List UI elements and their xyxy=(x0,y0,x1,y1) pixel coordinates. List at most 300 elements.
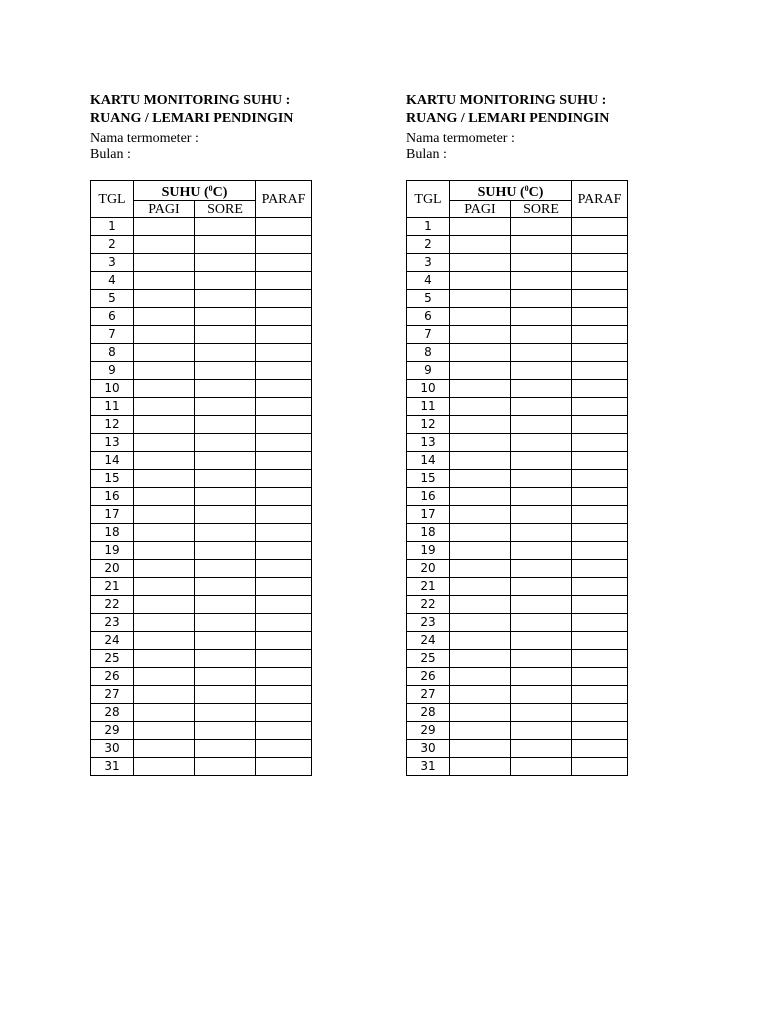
pagi-cell[interactable] xyxy=(134,326,195,344)
day-cell: 22 xyxy=(407,596,450,614)
sore-cell[interactable] xyxy=(195,434,256,452)
day-cell: 15 xyxy=(91,470,134,488)
monitoring-card-right xyxy=(406,92,634,776)
sore-cell[interactable] xyxy=(511,650,572,668)
paraf-cell[interactable] xyxy=(572,668,628,686)
table-row xyxy=(407,614,628,632)
sore-cell[interactable] xyxy=(511,614,572,632)
paraf-cell[interactable] xyxy=(256,434,312,452)
paraf-cell[interactable] xyxy=(256,362,312,380)
pagi-cell[interactable] xyxy=(134,398,195,416)
sore-cell[interactable] xyxy=(511,326,572,344)
sore-cell[interactable] xyxy=(195,578,256,596)
table-row xyxy=(407,452,628,470)
sore-cell[interactable] xyxy=(195,524,256,542)
header-sore: SORE xyxy=(511,201,572,218)
sore-cell[interactable] xyxy=(195,452,256,470)
table-row xyxy=(407,416,628,434)
day-cell: 8 xyxy=(407,344,450,362)
sore-cell[interactable] xyxy=(195,542,256,560)
pagi-cell[interactable] xyxy=(450,452,511,470)
sore-cell[interactable] xyxy=(511,686,572,704)
sore-cell[interactable] xyxy=(511,668,572,686)
table-row xyxy=(91,650,312,668)
pagi-cell[interactable] xyxy=(134,452,195,470)
pagi-cell[interactable] xyxy=(450,596,511,614)
pagi-cell[interactable] xyxy=(450,560,511,578)
sore-cell[interactable] xyxy=(511,722,572,740)
table-row xyxy=(407,218,628,236)
sore-cell[interactable] xyxy=(195,236,256,254)
day-cell: 2 xyxy=(407,236,450,254)
paraf-cell[interactable] xyxy=(572,290,628,308)
day-cell: 16 xyxy=(407,488,450,506)
header-suhu: SUHU ($^0$C) xyxy=(450,181,572,201)
day-cell: 14 xyxy=(91,452,134,470)
header-sore: SORE xyxy=(195,201,256,218)
table-row xyxy=(407,272,628,290)
day-cell: 8 xyxy=(91,344,134,362)
pagi-cell[interactable] xyxy=(134,236,195,254)
paraf-cell[interactable] xyxy=(572,740,628,758)
card-title-line2: RUANG / LEMARI PENDINGIN xyxy=(90,111,294,126)
table-row xyxy=(91,452,312,470)
pagi-cell[interactable] xyxy=(134,488,195,506)
table-row xyxy=(91,686,312,704)
sore-cell[interactable] xyxy=(195,290,256,308)
table-row xyxy=(407,668,628,686)
sore-cell[interactable] xyxy=(511,488,572,506)
pagi-cell[interactable] xyxy=(134,686,195,704)
pagi-cell[interactable] xyxy=(450,668,511,686)
paraf-cell[interactable] xyxy=(572,308,628,326)
sore-cell[interactable] xyxy=(511,470,572,488)
paraf-cell[interactable] xyxy=(256,470,312,488)
pagi-cell[interactable] xyxy=(450,524,511,542)
pagi-cell[interactable] xyxy=(134,740,195,758)
paraf-cell[interactable] xyxy=(572,236,628,254)
sore-cell[interactable] xyxy=(511,218,572,236)
paraf-cell[interactable] xyxy=(572,416,628,434)
month-label: Bulan : xyxy=(90,147,131,162)
header-paraf: PARAF xyxy=(256,181,312,218)
pagi-cell[interactable] xyxy=(450,686,511,704)
paraf-cell[interactable] xyxy=(572,758,628,776)
pagi-cell[interactable] xyxy=(450,470,511,488)
sore-cell[interactable] xyxy=(195,686,256,704)
sore-cell[interactable] xyxy=(195,704,256,722)
paraf-cell[interactable] xyxy=(572,650,628,668)
sore-cell[interactable] xyxy=(511,542,572,560)
paraf-cell[interactable] xyxy=(572,254,628,272)
paraf-cell[interactable] xyxy=(572,470,628,488)
table-row xyxy=(407,344,628,362)
paraf-cell[interactable] xyxy=(256,722,312,740)
pagi-cell[interactable] xyxy=(134,380,195,398)
day-cell: 25 xyxy=(407,650,450,668)
pagi-cell[interactable] xyxy=(450,434,511,452)
pagi-cell[interactable] xyxy=(450,578,511,596)
sore-cell[interactable] xyxy=(511,758,572,776)
day-cell: 12 xyxy=(91,416,134,434)
day-cell: 14 xyxy=(407,452,450,470)
table-row xyxy=(407,650,628,668)
monitoring-card-left xyxy=(90,92,318,776)
paraf-cell[interactable] xyxy=(256,344,312,362)
table-row xyxy=(407,524,628,542)
table-row xyxy=(91,542,312,560)
temperature-table xyxy=(406,180,628,776)
sore-cell[interactable] xyxy=(511,236,572,254)
day-cell: 17 xyxy=(91,506,134,524)
paraf-cell[interactable] xyxy=(572,452,628,470)
day-cell: 20 xyxy=(407,560,450,578)
table-row xyxy=(91,596,312,614)
paraf-cell[interactable] xyxy=(256,704,312,722)
pagi-cell[interactable] xyxy=(450,326,511,344)
day-cell: 30 xyxy=(407,740,450,758)
pagi-cell[interactable] xyxy=(134,506,195,524)
table-row xyxy=(407,236,628,254)
table-row xyxy=(91,506,312,524)
sore-cell[interactable] xyxy=(511,398,572,416)
sore-cell[interactable] xyxy=(195,470,256,488)
sore-cell[interactable] xyxy=(511,416,572,434)
pagi-cell[interactable] xyxy=(134,542,195,560)
day-cell: 5 xyxy=(91,290,134,308)
pagi-cell[interactable] xyxy=(450,236,511,254)
sore-cell[interactable] xyxy=(195,506,256,524)
paraf-cell[interactable] xyxy=(256,416,312,434)
sore-cell[interactable] xyxy=(511,308,572,326)
pagi-cell[interactable] xyxy=(450,758,511,776)
paraf-cell[interactable] xyxy=(256,524,312,542)
pagi-cell[interactable] xyxy=(134,290,195,308)
day-cell: 7 xyxy=(407,326,450,344)
day-cell: 10 xyxy=(407,380,450,398)
paraf-cell[interactable] xyxy=(256,308,312,326)
table-row xyxy=(407,434,628,452)
paraf-cell[interactable] xyxy=(572,398,628,416)
day-cell: 15 xyxy=(407,470,450,488)
paraf-cell[interactable] xyxy=(572,596,628,614)
day-cell: 21 xyxy=(407,578,450,596)
table-body xyxy=(407,218,628,776)
pagi-cell[interactable] xyxy=(134,704,195,722)
paraf-cell[interactable] xyxy=(572,632,628,650)
day-cell: 4 xyxy=(91,272,134,290)
table-row xyxy=(91,704,312,722)
paraf-cell[interactable] xyxy=(256,632,312,650)
table-row xyxy=(407,362,628,380)
sore-cell[interactable] xyxy=(195,272,256,290)
paraf-cell[interactable] xyxy=(256,560,312,578)
thermometer-name-label: Nama termometer : xyxy=(406,131,515,146)
paraf-cell[interactable] xyxy=(572,344,628,362)
pagi-cell[interactable] xyxy=(450,632,511,650)
paraf-cell[interactable] xyxy=(256,272,312,290)
day-cell: 7 xyxy=(91,326,134,344)
table-row xyxy=(91,290,312,308)
day-cell: 19 xyxy=(91,542,134,560)
paraf-cell[interactable] xyxy=(256,614,312,632)
thermometer-name-label: Nama termometer : xyxy=(90,131,199,146)
header-paraf: PARAF xyxy=(572,181,628,218)
pagi-cell[interactable] xyxy=(134,416,195,434)
sore-cell[interactable] xyxy=(195,326,256,344)
sore-cell[interactable] xyxy=(511,380,572,398)
day-cell: 6 xyxy=(91,308,134,326)
paraf-cell[interactable] xyxy=(572,704,628,722)
table-row xyxy=(407,722,628,740)
paraf-cell[interactable] xyxy=(256,686,312,704)
table-row xyxy=(91,632,312,650)
sore-cell[interactable] xyxy=(511,704,572,722)
pagi-cell[interactable] xyxy=(450,614,511,632)
table-row xyxy=(91,218,312,236)
table-row xyxy=(91,722,312,740)
paraf-cell[interactable] xyxy=(256,542,312,560)
day-cell: 27 xyxy=(91,686,134,704)
pagi-cell[interactable] xyxy=(134,596,195,614)
pagi-cell[interactable] xyxy=(450,254,511,272)
pagi-cell[interactable] xyxy=(134,524,195,542)
day-cell: 29 xyxy=(407,722,450,740)
day-cell: 3 xyxy=(91,254,134,272)
sore-cell[interactable] xyxy=(195,740,256,758)
pagi-cell[interactable] xyxy=(134,668,195,686)
paraf-cell[interactable] xyxy=(572,722,628,740)
paraf-cell[interactable] xyxy=(256,326,312,344)
pagi-cell[interactable] xyxy=(450,308,511,326)
sore-cell[interactable] xyxy=(195,596,256,614)
card-title-line2: RUANG / LEMARI PENDINGIN xyxy=(406,111,610,126)
paraf-cell[interactable] xyxy=(256,380,312,398)
paraf-cell[interactable] xyxy=(572,434,628,452)
paraf-cell[interactable] xyxy=(256,596,312,614)
pagi-cell[interactable] xyxy=(450,542,511,560)
paraf-cell[interactable] xyxy=(256,650,312,668)
table-row xyxy=(91,308,312,326)
pagi-cell[interactable] xyxy=(134,614,195,632)
table-row xyxy=(91,362,312,380)
sore-cell[interactable] xyxy=(511,434,572,452)
day-cell: 9 xyxy=(407,362,450,380)
paraf-cell[interactable] xyxy=(256,488,312,506)
paraf-cell[interactable] xyxy=(256,452,312,470)
table-row xyxy=(407,740,628,758)
pagi-cell[interactable] xyxy=(450,740,511,758)
header-pagi: PAGI xyxy=(450,201,511,218)
header-tgl: TGL xyxy=(407,181,450,218)
table-row xyxy=(407,578,628,596)
table-row xyxy=(91,254,312,272)
sore-cell[interactable] xyxy=(195,722,256,740)
sore-cell[interactable] xyxy=(195,308,256,326)
pagi-cell[interactable] xyxy=(134,272,195,290)
pagi-cell[interactable] xyxy=(450,344,511,362)
pagi-cell[interactable] xyxy=(450,398,511,416)
paraf-cell[interactable] xyxy=(572,380,628,398)
table-row xyxy=(91,560,312,578)
paraf-cell[interactable] xyxy=(256,398,312,416)
sore-cell[interactable] xyxy=(195,362,256,380)
sore-cell[interactable] xyxy=(511,344,572,362)
day-cell: 11 xyxy=(91,398,134,416)
pagi-cell[interactable] xyxy=(134,218,195,236)
table-row xyxy=(91,668,312,686)
pagi-cell[interactable] xyxy=(450,272,511,290)
pagi-cell[interactable] xyxy=(134,560,195,578)
day-cell: 31 xyxy=(91,758,134,776)
table-row xyxy=(407,290,628,308)
sore-cell[interactable] xyxy=(195,758,256,776)
pagi-cell[interactable] xyxy=(450,650,511,668)
sore-cell[interactable] xyxy=(195,650,256,668)
sore-cell[interactable] xyxy=(511,362,572,380)
day-cell: 10 xyxy=(91,380,134,398)
sore-cell[interactable] xyxy=(195,488,256,506)
day-cell: 21 xyxy=(91,578,134,596)
table-row xyxy=(407,542,628,560)
sore-cell[interactable] xyxy=(195,614,256,632)
sore-cell[interactable] xyxy=(195,380,256,398)
paraf-cell[interactable] xyxy=(572,218,628,236)
table-row xyxy=(91,488,312,506)
day-cell: 5 xyxy=(407,290,450,308)
sore-cell[interactable] xyxy=(195,668,256,686)
day-cell: 23 xyxy=(91,614,134,632)
sore-cell[interactable] xyxy=(195,398,256,416)
paraf-cell[interactable] xyxy=(572,614,628,632)
sore-cell[interactable] xyxy=(511,272,572,290)
paraf-cell[interactable] xyxy=(572,326,628,344)
day-cell: 18 xyxy=(407,524,450,542)
pagi-cell[interactable] xyxy=(450,722,511,740)
sore-cell[interactable] xyxy=(511,524,572,542)
paraf-cell[interactable] xyxy=(256,254,312,272)
paraf-cell[interactable] xyxy=(572,272,628,290)
paraf-cell[interactable] xyxy=(572,578,628,596)
table-row xyxy=(91,416,312,434)
paraf-cell[interactable] xyxy=(256,218,312,236)
pagi-cell[interactable] xyxy=(134,650,195,668)
card-title-line1: KARTU MONITORING SUHU : xyxy=(90,93,291,108)
paraf-cell[interactable] xyxy=(572,506,628,524)
pagi-cell[interactable] xyxy=(450,290,511,308)
table-row xyxy=(407,470,628,488)
pagi-cell[interactable] xyxy=(134,632,195,650)
table-row xyxy=(91,236,312,254)
sore-cell[interactable] xyxy=(195,344,256,362)
pagi-cell[interactable] xyxy=(450,380,511,398)
day-cell: 28 xyxy=(407,704,450,722)
sore-cell[interactable] xyxy=(195,416,256,434)
pagi-cell[interactable] xyxy=(134,362,195,380)
pagi-cell[interactable] xyxy=(134,722,195,740)
sore-cell[interactable] xyxy=(511,452,572,470)
table-row xyxy=(407,308,628,326)
day-cell: 17 xyxy=(407,506,450,524)
pagi-cell[interactable] xyxy=(134,470,195,488)
paraf-cell[interactable] xyxy=(572,560,628,578)
pagi-cell[interactable] xyxy=(450,416,511,434)
paraf-cell[interactable] xyxy=(572,362,628,380)
sore-cell[interactable] xyxy=(511,254,572,272)
pagi-cell[interactable] xyxy=(134,308,195,326)
table-row xyxy=(91,740,312,758)
day-cell: 16 xyxy=(91,488,134,506)
paraf-cell[interactable] xyxy=(256,668,312,686)
paraf-cell[interactable] xyxy=(256,506,312,524)
table-row xyxy=(407,398,628,416)
paraf-cell[interactable] xyxy=(256,290,312,308)
pagi-cell[interactable] xyxy=(450,488,511,506)
sore-cell[interactable] xyxy=(511,506,572,524)
month-label: Bulan : xyxy=(406,147,447,162)
day-cell: 26 xyxy=(407,668,450,686)
sore-cell[interactable] xyxy=(195,254,256,272)
pagi-cell[interactable] xyxy=(134,344,195,362)
day-cell: 29 xyxy=(91,722,134,740)
paraf-cell[interactable] xyxy=(572,686,628,704)
table-row xyxy=(91,380,312,398)
sore-cell[interactable] xyxy=(511,596,572,614)
pagi-cell[interactable] xyxy=(450,362,511,380)
pagi-cell[interactable] xyxy=(450,704,511,722)
day-cell: 24 xyxy=(407,632,450,650)
pagi-cell[interactable] xyxy=(134,434,195,452)
day-cell: 4 xyxy=(407,272,450,290)
pagi-cell[interactable] xyxy=(134,578,195,596)
paraf-cell[interactable] xyxy=(256,740,312,758)
header-pagi: PAGI xyxy=(134,201,195,218)
sore-cell[interactable] xyxy=(511,740,572,758)
day-cell: 12 xyxy=(407,416,450,434)
paraf-cell[interactable] xyxy=(572,488,628,506)
table-row xyxy=(91,578,312,596)
pagi-cell[interactable] xyxy=(134,758,195,776)
table-row xyxy=(407,704,628,722)
sore-cell[interactable] xyxy=(195,560,256,578)
pagi-cell[interactable] xyxy=(450,506,511,524)
day-cell: 28 xyxy=(91,704,134,722)
sore-cell[interactable] xyxy=(511,578,572,596)
table-row xyxy=(407,758,628,776)
sore-cell[interactable] xyxy=(511,560,572,578)
day-cell: 24 xyxy=(91,632,134,650)
paraf-cell[interactable] xyxy=(572,524,628,542)
temperature-table xyxy=(90,180,312,776)
table-row xyxy=(407,326,628,344)
paraf-cell[interactable] xyxy=(256,578,312,596)
day-cell: 11 xyxy=(407,398,450,416)
table-row xyxy=(407,506,628,524)
table-row xyxy=(407,560,628,578)
sore-cell[interactable] xyxy=(511,632,572,650)
paraf-cell[interactable] xyxy=(256,236,312,254)
sore-cell[interactable] xyxy=(511,290,572,308)
paraf-cell[interactable] xyxy=(572,542,628,560)
paraf-cell[interactable] xyxy=(256,758,312,776)
sore-cell[interactable] xyxy=(195,632,256,650)
day-cell: 3 xyxy=(407,254,450,272)
day-cell: 26 xyxy=(91,668,134,686)
pagi-cell[interactable] xyxy=(450,218,511,236)
day-cell: 20 xyxy=(91,560,134,578)
sore-cell[interactable] xyxy=(195,218,256,236)
pagi-cell[interactable] xyxy=(134,254,195,272)
